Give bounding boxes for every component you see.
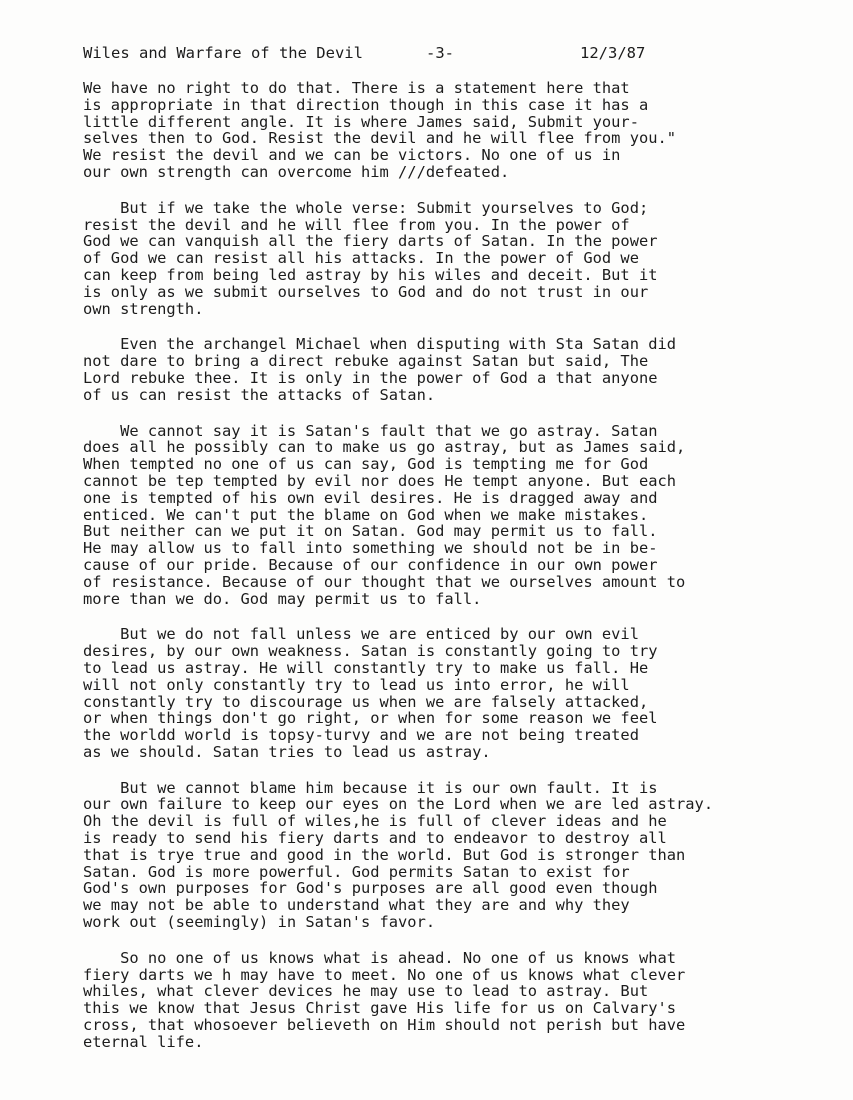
paragraph: [83, 336, 843, 403]
text-line: of resistance. Because of our thought that we ourselves amount to: [83, 572, 686, 591]
text-line: whiles, what clever devices he may use to lead to astray. But: [83, 982, 649, 1001]
text-line: But neither can we put it on Satan. God may permit us to fall.: [83, 522, 658, 541]
text-line: God we can vanquish all the fiery darts of Satan. In the power: [83, 232, 658, 251]
text-line: fiery darts we h may have to meet. No one of us knows what clever: [83, 965, 686, 984]
text-line: Satan. God is more powerful. God permits Satan to exist for: [83, 862, 630, 881]
text-line: But we do not fall unless we are enticed by our own evil: [83, 625, 639, 644]
paragraph: [83, 626, 843, 760]
text-line: little different angle. It is where James said, Submit your-: [83, 112, 639, 131]
text-line: can keep from being led astray by his wiles and deceit. But it: [83, 265, 658, 284]
text-line: Oh the devil is full of wiles,he is full of clever ideas and he: [83, 812, 667, 831]
text-line: is only as we submit ourselves to God and do not trust in our: [83, 282, 649, 301]
text-line: Even the archangel Michael when disputing with Sta Satan did: [83, 335, 677, 354]
text-line: But we cannot blame him because it is our own fault. It is: [83, 778, 658, 797]
text-line: does all he possibly can to make us go astray, but as James said,: [83, 438, 686, 457]
paragraph: [83, 423, 843, 608]
text-line: We resist the devil and we can be victors. No one of us in: [83, 146, 621, 165]
text-line: We cannot say it is Satan's fault that we go astray. Satan: [83, 421, 658, 440]
text-line: cross, that whosoever believeth on Him should not perish but have: [83, 1016, 686, 1035]
document-body: [83, 80, 843, 1070]
text-line: is appropriate in that direction though in this case it has a: [83, 95, 649, 114]
text-line: one is tempted of his own evil desires. He is dragged away and: [83, 488, 658, 507]
text-line: Lord rebuke thee. It is only in the power of God a that anyone: [83, 368, 658, 387]
text-line: constantly try to discourage us when we are falsely attacked,: [83, 692, 649, 711]
header-title: Wiles and Warfare of the Devil: [83, 44, 363, 62]
text-line: is ready to send his fiery darts and to endeavor to destroy all: [83, 829, 667, 848]
text-line: We have no right to do that. There is a statement here that: [83, 79, 630, 97]
text-line: this we know that Jesus Christ gave His life for us on Calvary's: [83, 999, 677, 1018]
text-line: our own strength can overcome him ///defeated.: [83, 162, 510, 181]
paragraph: [83, 950, 843, 1051]
text-line: more than we do. God may permit us to fall.: [83, 589, 482, 608]
paragraph: [83, 80, 843, 181]
text-line: desires, by our own weakness. Satan is constantly going to try: [83, 642, 658, 661]
text-line: He may allow us to fall into something we should not be in be-: [83, 539, 658, 558]
text-line: cause of our pride. Because of our confidence in our own power: [83, 555, 658, 574]
paragraph: [83, 200, 843, 318]
text-line: God's own purposes for God's purposes are all good even though: [83, 879, 658, 898]
text-line: will not only constantly try to lead us into error, he will: [83, 675, 630, 694]
text-line: selves then to God. Resist the devil and he will flee from you.": [83, 129, 677, 148]
text-line: But if we take the whole verse: Submit yourselves to God;: [83, 198, 649, 217]
text-line: our own failure to keep our eyes on the Lord when we are led astray.: [83, 795, 714, 814]
text-line: of us can resist the attacks of Satan.: [83, 385, 436, 404]
text-line: or when things don't go right, or when for some reason we feel: [83, 709, 658, 728]
text-line: we may not be able to understand what they are and why they: [83, 896, 630, 915]
text-line: of God we can resist all his attacks. In the power of God we: [83, 249, 639, 268]
text-line: the worldd world is topsy-turvy and we are not being treated: [83, 726, 639, 745]
page-header: [83, 44, 803, 64]
text-line: When tempted no one of us can say, God is tempting me for God: [83, 455, 649, 474]
text-line: enticed. We can't put the blame on God when we make mistakes.: [83, 505, 649, 524]
text-line: as we should. Satan tries to lead us astray.: [83, 742, 491, 761]
paragraph: [83, 780, 843, 931]
text-line: not dare to bring a direct rebuke against Satan but said, The: [83, 352, 649, 371]
text-line: own strength.: [83, 299, 204, 318]
header-date: 12/3/87: [580, 44, 646, 62]
text-line: work out (seemingly) in Satan's favor.: [83, 913, 436, 932]
text-line: So no one of us knows what is ahead. No one of us knows what: [83, 948, 677, 967]
text-line: to lead us astray. He will constantly try to make us fall. He: [83, 658, 649, 677]
text-line: cannot be tep tempted by evil nor does He tempt anyone. But each: [83, 471, 677, 490]
text-line: eternal life.: [83, 1032, 204, 1051]
page-number: -3-: [426, 44, 454, 62]
text-line: resist the devil and he will flee from you. In the power of: [83, 215, 630, 234]
text-line: that is trye true and good in the world. But God is stronger than: [83, 845, 686, 864]
